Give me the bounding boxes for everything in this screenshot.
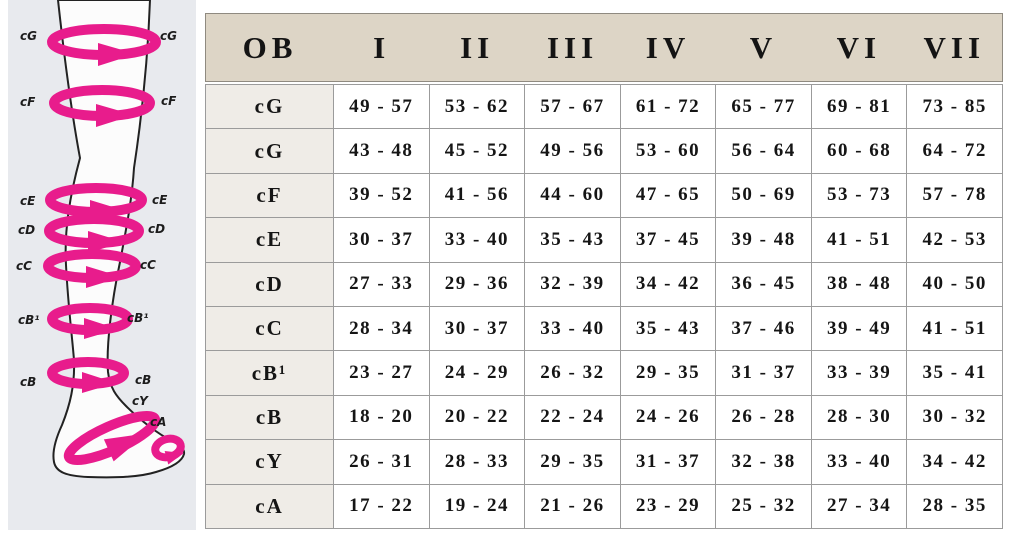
- size-range-cell: 36 - 45: [716, 263, 812, 307]
- size-range-cell: 37 - 46: [716, 307, 812, 351]
- label-cE-right: cE: [152, 193, 168, 207]
- size-range-cell: 24 - 26: [621, 396, 717, 440]
- size-range-cell: 64 - 72: [907, 129, 1003, 173]
- size-range-cell: 39 - 52: [334, 174, 430, 218]
- row-label: cA: [206, 485, 334, 529]
- size-range-cell: 31 - 37: [621, 440, 717, 484]
- size-range-cell: 53 - 73: [812, 174, 908, 218]
- size-range-cell: 29 - 35: [621, 351, 717, 395]
- size-range-cell: 33 - 39: [812, 351, 908, 395]
- row-label: cB¹: [206, 351, 334, 395]
- size-range-cell: 61 - 72: [621, 85, 717, 129]
- size-range-cell: 29 - 36: [430, 263, 526, 307]
- header-size-VI: VI: [836, 29, 882, 65]
- band-cB1: [52, 308, 128, 339]
- size-range-cell: 31 - 37: [716, 351, 812, 395]
- size-range-cell: 34 - 42: [907, 440, 1003, 484]
- size-range-cell: 17 - 22: [334, 485, 430, 529]
- size-range-cell: 28 - 35: [907, 485, 1003, 529]
- row-label: cC: [206, 307, 334, 351]
- header-size-II: II: [460, 29, 495, 65]
- size-range-cell: 42 - 53: [907, 218, 1003, 262]
- size-range-cell: 50 - 69: [716, 174, 812, 218]
- size-range-cell: 19 - 24: [430, 485, 526, 529]
- size-range-cell: 39 - 48: [716, 218, 812, 262]
- size-table-header: [205, 13, 1003, 82]
- size-range-cell: 73 - 85: [907, 85, 1003, 129]
- row-label: cY: [206, 440, 334, 484]
- size-range-cell: 27 - 33: [334, 263, 430, 307]
- size-range-cell: 49 - 56: [525, 129, 621, 173]
- row-label: cF: [206, 174, 334, 218]
- size-range-cell: 40 - 50: [907, 263, 1003, 307]
- leg-measurement-diagram: [8, 0, 196, 530]
- size-range-cell: 33 - 40: [812, 440, 908, 484]
- size-range-cell: 24 - 29: [430, 351, 526, 395]
- size-range-cell: 47 - 65: [621, 174, 717, 218]
- size-range-cell: 27 - 34: [812, 485, 908, 529]
- header-ob: OB: [242, 29, 298, 65]
- size-range-cell: 69 - 81: [812, 85, 908, 129]
- size-range-cell: 28 - 33: [430, 440, 526, 484]
- size-range-cell: 30 - 37: [430, 307, 526, 351]
- size-range-cell: 23 - 27: [334, 351, 430, 395]
- size-range-cell: 56 - 64: [716, 129, 812, 173]
- size-range-cell: 25 - 32: [716, 485, 812, 529]
- size-range-cell: 53 - 60: [621, 129, 717, 173]
- size-range-cell: 34 - 42: [621, 263, 717, 307]
- size-range-cell: 26 - 31: [334, 440, 430, 484]
- header-size-VII: VII: [923, 29, 986, 65]
- label-cB-right: cB: [135, 373, 152, 387]
- size-range-cell: 41 - 51: [812, 218, 908, 262]
- size-range-cell: 41 - 56: [430, 174, 526, 218]
- size-range-cell: 33 - 40: [525, 307, 621, 351]
- size-range-cell: 23 - 29: [621, 485, 717, 529]
- size-range-cell: 49 - 57: [334, 85, 430, 129]
- header-size-I: I: [373, 29, 391, 65]
- size-range-cell: 39 - 49: [812, 307, 908, 351]
- size-range-cell: 18 - 20: [334, 396, 430, 440]
- label-cG-left: cG: [20, 29, 37, 43]
- size-table: [205, 13, 1003, 529]
- row-label: cD: [206, 263, 334, 307]
- label-cF-right: cF: [161, 94, 177, 108]
- size-table-body: [205, 84, 1003, 529]
- size-range-cell: 65 - 77: [716, 85, 812, 129]
- row-label: cB: [206, 396, 334, 440]
- size-range-cell: 32 - 38: [716, 440, 812, 484]
- size-range-cell: 43 - 48: [334, 129, 430, 173]
- size-range-cell: 35 - 43: [525, 218, 621, 262]
- label-cB1-left: cB¹: [18, 313, 40, 327]
- size-range-cell: 30 - 32: [907, 396, 1003, 440]
- size-range-cell: 44 - 60: [525, 174, 621, 218]
- size-range-cell: 38 - 48: [812, 263, 908, 307]
- size-range-cell: 33 - 40: [430, 218, 526, 262]
- header-size-V: V: [749, 29, 778, 65]
- label-cD-left: cD: [18, 223, 36, 237]
- size-range-cell: 32 - 39: [525, 263, 621, 307]
- size-range-cell: 45 - 52: [430, 129, 526, 173]
- size-range-cell: 37 - 45: [621, 218, 717, 262]
- size-range-cell: 26 - 32: [525, 351, 621, 395]
- size-range-cell: 60 - 68: [812, 129, 908, 173]
- label-cD-right: cD: [148, 222, 166, 236]
- label-cE-left: cE: [20, 194, 36, 208]
- size-range-cell: 35 - 43: [621, 307, 717, 351]
- size-range-cell: 20 - 22: [430, 396, 526, 440]
- row-label: cE: [206, 218, 334, 262]
- size-range-cell: 57 - 78: [907, 174, 1003, 218]
- header-size-III: III: [546, 29, 599, 65]
- size-range-cell: 35 - 41: [907, 351, 1003, 395]
- size-range-cell: 53 - 62: [430, 85, 526, 129]
- size-range-cell: 41 - 51: [907, 307, 1003, 351]
- size-range-cell: 28 - 30: [812, 396, 908, 440]
- size-range-cell: 21 - 26: [525, 485, 621, 529]
- size-range-cell: 26 - 28: [716, 396, 812, 440]
- label-cC-right: cC: [140, 258, 156, 272]
- row-label: cG: [206, 129, 334, 173]
- size-range-cell: 22 - 24: [525, 396, 621, 440]
- label-cB1-right: cB¹: [127, 311, 149, 325]
- label-cA: cA: [150, 415, 167, 429]
- size-range-cell: 57 - 67: [525, 85, 621, 129]
- size-range-cell: 29 - 35: [525, 440, 621, 484]
- size-range-cell: 30 - 37: [334, 218, 430, 262]
- leg-diagram-svg: [8, 0, 196, 530]
- header-size-IV: IV: [645, 29, 691, 65]
- size-range-cell: 28 - 34: [334, 307, 430, 351]
- label-cG-right: cG: [160, 29, 177, 43]
- label-cF-left: cF: [20, 95, 36, 109]
- label-cY: cY: [132, 394, 148, 408]
- label-cB-left: cB: [20, 375, 37, 389]
- label-cC-left: cC: [16, 259, 32, 273]
- row-label: cG: [206, 85, 334, 129]
